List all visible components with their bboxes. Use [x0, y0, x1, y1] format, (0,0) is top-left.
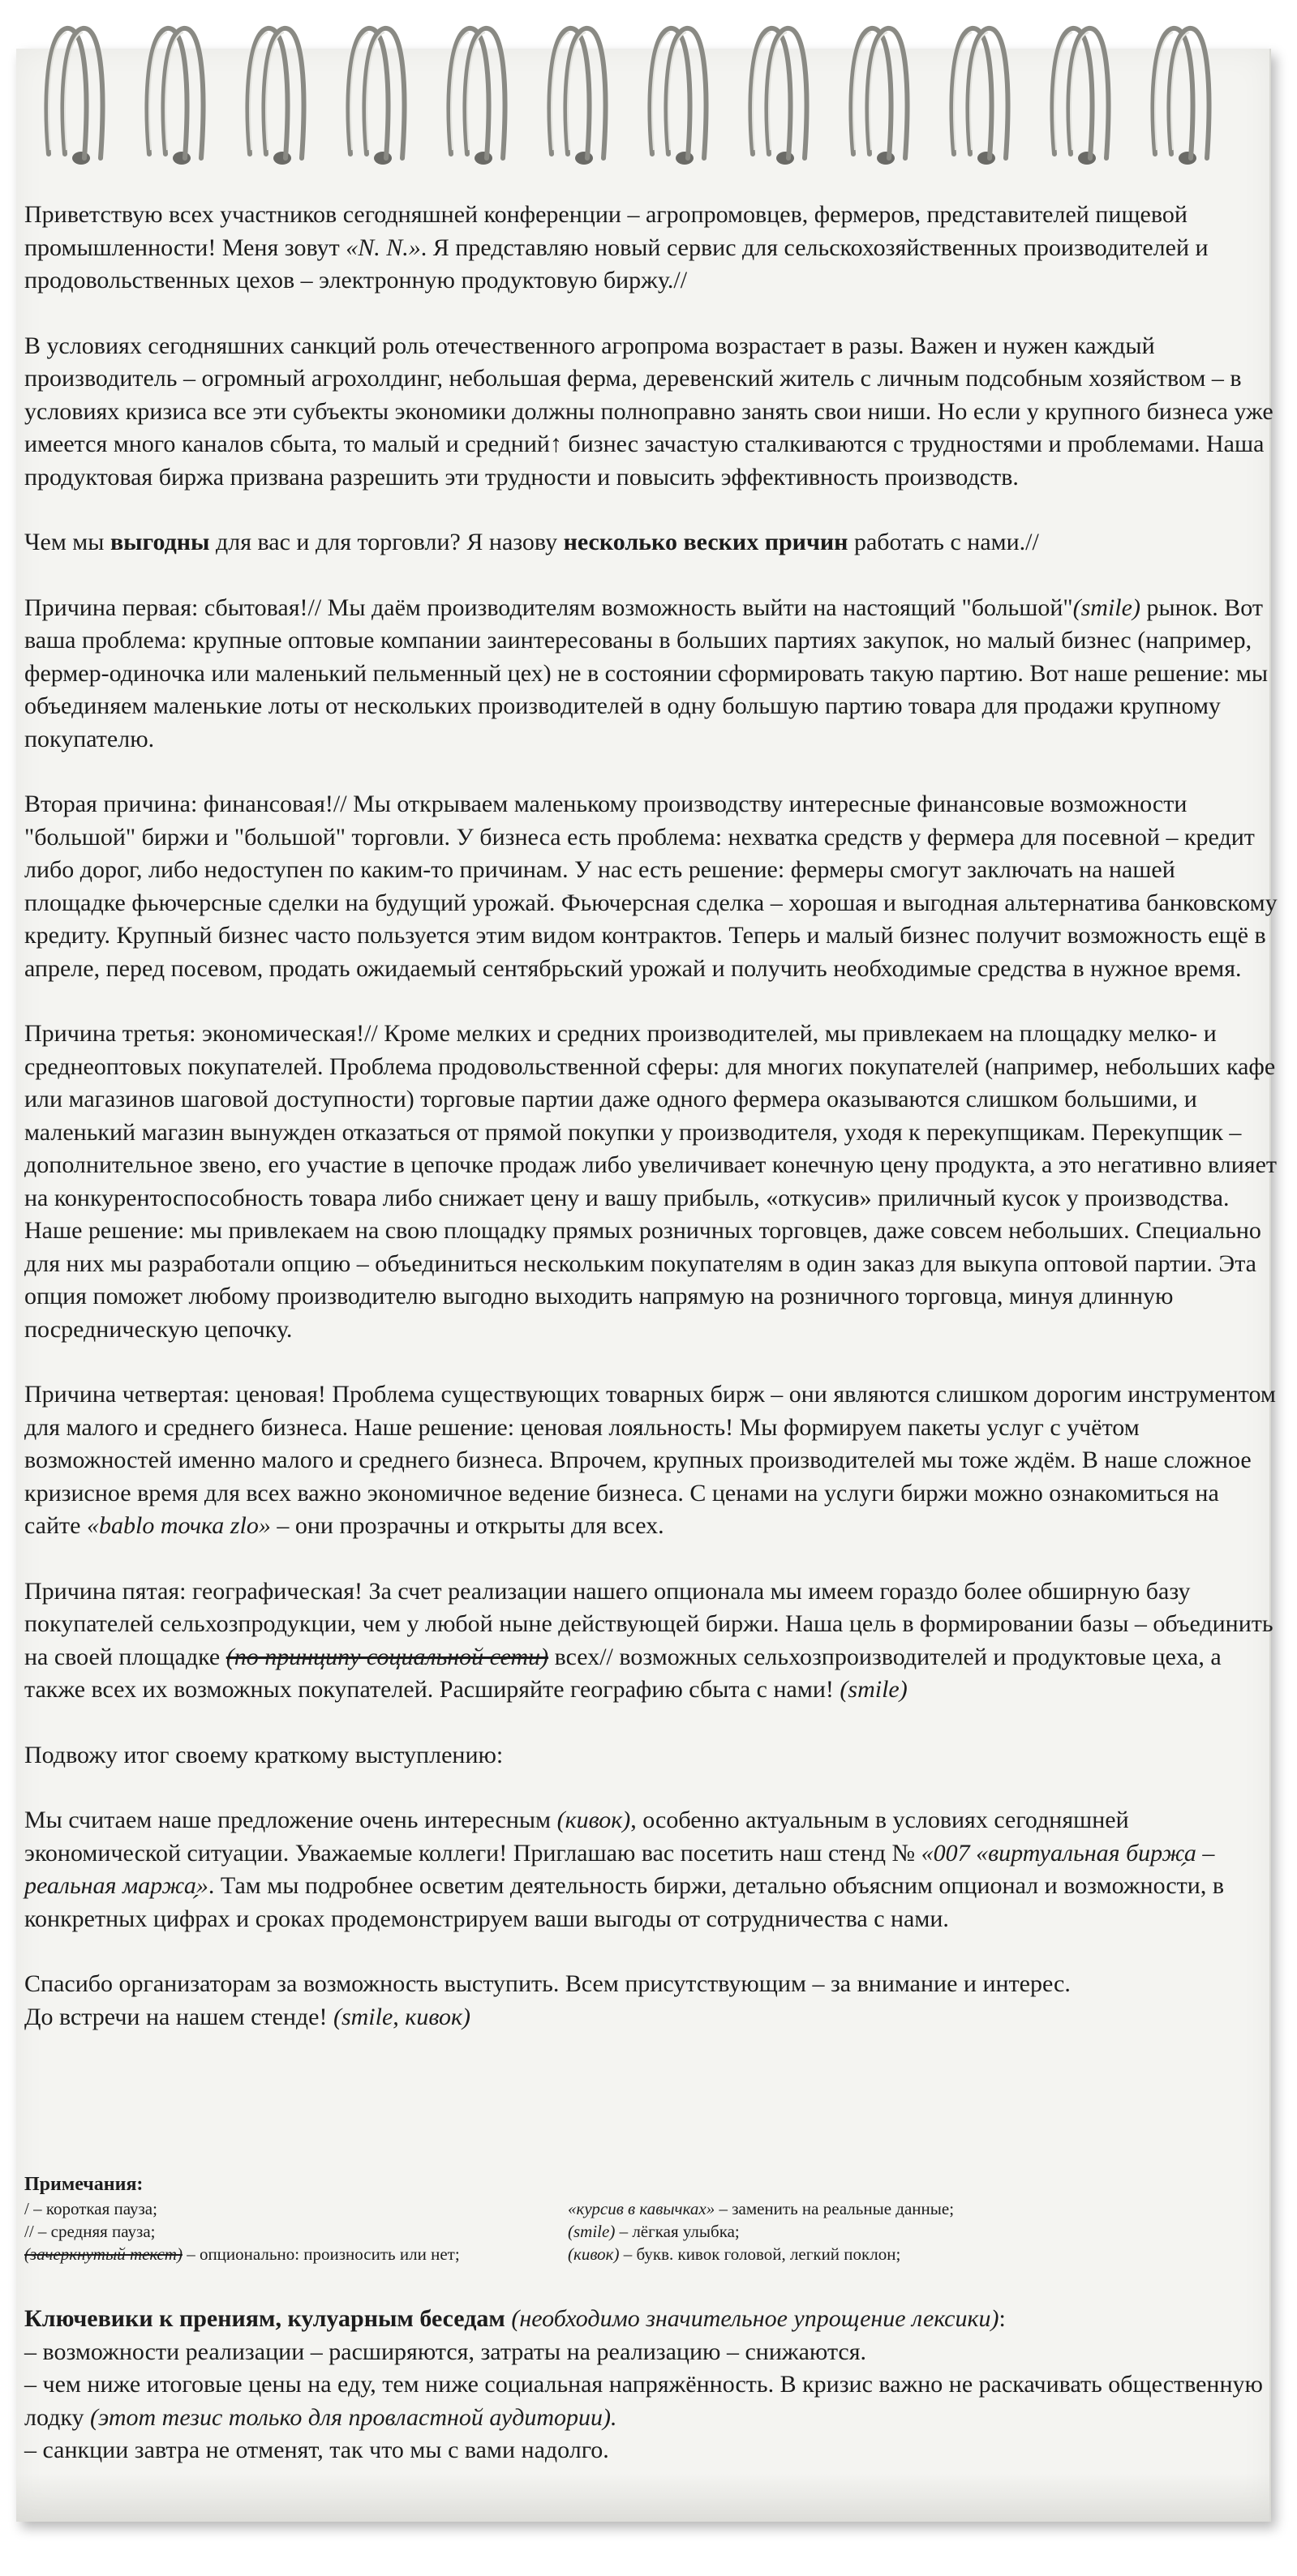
- binding-ring: [852, 28, 908, 165]
- notes-grid: [24, 2197, 1160, 2265]
- keywords-section: [24, 2303, 1278, 2467]
- thanks-paragraph: Спасибо организаторам за возможность выступить. Всем присутствующим – за внимание и интерес. До встречи на нашем стенде! (smile, кивок): [24, 1970, 1071, 2030]
- smile-cue: (smile): [840, 1676, 908, 1703]
- intro-paragraph: Приветствую всех участников сегодняшней конференции – агропромовцев, фермеров, представителей пищевой промышленности! Меня зовут «N. N.». Я представляю новый сервис для сельскохозяйственных производителей и продовольственных цехов – электронную продуктовую биржу.//: [24, 201, 1209, 294]
- binding-ring: [1153, 28, 1209, 165]
- binding-ring: [651, 28, 706, 165]
- binding-ring: [952, 28, 1008, 165]
- notes-left-item: / – короткая пауза;: [24, 2199, 157, 2218]
- binding-ring: [449, 28, 505, 165]
- smile-nod-cue: (smile, кивок): [333, 2003, 470, 2030]
- notes-left-item: // – средняя пауза;: [24, 2222, 156, 2241]
- optional-struck-text: (по принципу социальной сети): [225, 1643, 549, 1670]
- reason-4-paragraph: Причина четвертая: ценовая! Проблема существующих товарных бирж – они являются слишком дорогим инструментом для малого и среднего бизнеса. Наше решение: ценовая лояльность! Мы формируем пакеты услуг с учётом возможностей именно малого и среднего бизнеса. Впрочем, крупных производителей мы тоже ждём. В наше сложное кризисное время для всех важно экономичное ведение бизнеса. С ценами на услуги биржи можно ознакомиться на сайте «bablo точка zlo» – они прозрачны и открыты для всех.: [24, 1381, 1276, 1539]
- speech-text: [24, 199, 1278, 2034]
- speaker-name: «N. N.»: [346, 234, 421, 261]
- notes-right-item: (кивок) – букв. кивок головой, легкий поклон;: [568, 2244, 901, 2264]
- binding-ring: [148, 28, 204, 165]
- notes-section: [24, 2173, 1160, 2265]
- notes-title: Примечания:: [24, 2174, 144, 2195]
- offer-paragraph: Мы считаем наше предложение очень интересным (кивок), особенно актуальным в условиях сегодняшней экономической ситуации. Уважаемые коллеги! Приглашаю вас посетить наш стенд № «007 «виртуальная бирж̗а – реальная маржа̗». Там мы подробнее осветим деятельность биржи, детально объясним опционал и возможности, в конкретных цифрах и сроках продемонстрируем ваши выгоды от сотрудничества с нами.: [24, 1807, 1224, 1932]
- why-paragraph: Чем мы выгодны для вас и для торговли? Я назову несколько веских причин работать с нами.//: [24, 529, 1039, 555]
- binding-ring: [1053, 28, 1109, 165]
- stand-name: «007 «виртуальная бирж̗а – реальная маржа̗»: [24, 1839, 1215, 1899]
- keyword-item: – чем ниже итоговые цены на еду, тем ниже социальная напряжённость. В кризис важно не раскачивать общественную лодку (этот тезис только для провластной аудитории).: [24, 2371, 1263, 2431]
- binding-ring: [349, 28, 405, 165]
- keyword-item: – санкции завтра не отменят, так что мы с вами надолго.: [24, 2437, 609, 2463]
- notes-right-item: «курсив в кавычках» – заменить на реальные данные;: [568, 2199, 955, 2218]
- summary-paragraph: Подвожу итог своему краткому выступлению:: [24, 1741, 504, 1768]
- reason-1-paragraph: Причина первая: сбытовая!// Мы даём производителям возможность выйти на настоящий "большой"(smile) рынок. Вот ваша проблема: крупные оптовые компании заинтересованы в больших партиях закупок, но малый бизнес (например, фермер-одиночка или маленький пельменный цех) не в состоянии сформировать такую партию. Вот наше решение: мы объединяем маленькие лоты от нескольких производителей в одну большую партию товара для продажи крупному покупателю.: [24, 594, 1268, 752]
- binding-ring: [550, 28, 606, 165]
- binding-ring: [47, 28, 103, 165]
- notes-right-item: (smile) – лёгкая улыбка;: [568, 2222, 740, 2241]
- reason-3-paragraph: Причина третья: экономическая!// Кроме мелких и средних производителей, мы привлекаем на площадку мелко- и среднеоптовых покупателей. Проблема продовольственной сферы: для многих покупателей (например, небольших кафе или магазинов шаговой доступности) торговые партии даже одного фермера оказываются слишком большими, и маленький магазин вынужден отказаться от прямой покупки у производителя, уходя к перекупщикам. Перекупщик – дополнительное звено, его участие в цепочке продаж либо увеличивает конечную цену продукта, а это негативно влияет на конкурентоспособность товара либо снижает цену и вашу прибыль, «откусив» приличный кусок у производства. Наше решение: мы привлекаем на свою площадку прямых розничных торговцев, даже совсем небольших. Специально для них мы разработали опцию – объединиться нескольким покупателям в один заказ для выкупа оптовой партии. Эта опция поможет любому производителю выгодно выходить напрямую на розничного торговца, минуя длинную посредническую цепочку.: [24, 1020, 1278, 1343]
- spiral-binding: [0, 0, 1297, 195]
- reason-5-paragraph: Причина пятая: географическая! За счет реализации нашего опционала мы имеем гораздо более обширную базу покупателей сельхозпродукции, чем у любой ныне действующей биржи. Наша цель в формировании базы – объединить на своей площадке (по принципу социальной сети) всех// возможных сельхозпроизводителей и продуктовые цеха, а также всех их возможных покупателей. Расширяйте географию сбыта с нами! (smile): [24, 1577, 1273, 1703]
- smile-cue: (smile): [1072, 594, 1140, 621]
- notes-left-item: (зачеркнутый текст) – опционально: произносить или нет;: [24, 2244, 460, 2264]
- nod-cue: (кивок): [556, 1807, 631, 1833]
- website-placeholder: «bablo точка zlo»: [86, 1512, 271, 1539]
- binding-ring: [751, 28, 807, 165]
- keywords-title: Ключевики к прениям, кулуарным беседам (необходимо значительное упрощение лексики):: [24, 2305, 1006, 2332]
- binding-ring: [248, 28, 304, 165]
- context-paragraph: В условиях сегодняшних санкций роль отечественного агропрома возрастает в разы. Важен и нужен каждый производитель – огромный агрохолдинг, небольшая ферма, деревенский житель с личным подсобным хозяйством – в условиях кризиса все эти субъекты экономики должны полноправно занять свои ниши. Но если у крупного бизнеса уже имеется много каналов сбыта, то малый и средний↑ бизнес зачастую сталкиваются с трудностями и проблемами. Наша продуктовая биржа призвана разрешить эти трудности и повысить эффективность производств.: [24, 332, 1273, 491]
- reason-2-paragraph: Вторая причина: финансовая!// Мы открываем маленькому производству интересные финансовые возможности "большой" биржи и "большой" торговли. У бизнеса есть проблема: нехватка средств у фермера для посевной – кредит либо дорог, либо недоступен по каким-то причинам. У нас есть решение: фермеры смогут заключать на нашей площадке фьючерсные сделки на будущий урожай. Фьючерсная сделка – хорошая и выгодная альтернатива банковскому кредиту. Крупный бизнес часто пользуется этим видом контрактов. Теперь и малый бизнес получит возможность ещё в апреле, перед посевом, продать ожидаемый сентябрьский урожай и получить необходимые средства в нужное время.: [24, 791, 1278, 982]
- keyword-item: – возможности реализации – расширяются, затраты на реализацию – снижаются.: [24, 2338, 867, 2365]
